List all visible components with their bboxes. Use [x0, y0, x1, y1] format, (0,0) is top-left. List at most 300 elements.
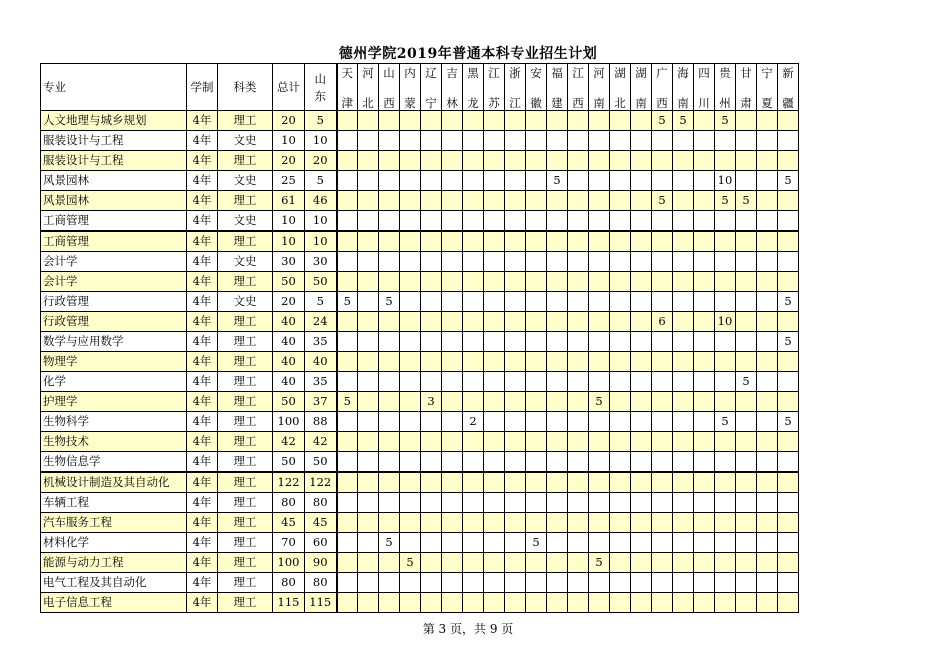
table-row [41, 272, 799, 292]
province-cell [736, 111, 757, 131]
major-cell: 会计学 [41, 252, 187, 272]
province-cell [400, 231, 421, 252]
province-cell [484, 292, 505, 312]
province-cell [442, 211, 463, 232]
province-cell [673, 372, 694, 392]
header-province-char: 浙 [509, 65, 521, 80]
province-cell: 5 [715, 191, 736, 211]
province-cell [547, 412, 568, 432]
province-cell [778, 513, 799, 533]
category-cell: 文史 [218, 292, 273, 312]
shandong-cell: 50 [305, 452, 337, 473]
major-cell: 风景园林 [41, 191, 187, 211]
province-cell: 5 [778, 332, 799, 352]
province-cell [778, 593, 799, 613]
province-cell [715, 151, 736, 171]
province-cell [421, 452, 442, 473]
shandong-cell: 88 [305, 412, 337, 432]
province-cell [484, 352, 505, 372]
province-cell [526, 493, 547, 513]
header-province-char: 贵 [719, 65, 731, 80]
province-cell [673, 252, 694, 272]
province-cell [358, 252, 379, 272]
province-cell [673, 452, 694, 473]
province-cell [505, 452, 526, 473]
total-cell: 25 [273, 171, 305, 191]
province-cell [694, 151, 715, 171]
header-province-char: 湖 [635, 65, 647, 80]
duration-cell: 4年 [187, 171, 218, 191]
province-cell [610, 352, 631, 372]
province-cell [778, 191, 799, 211]
province-cell [652, 452, 673, 473]
province-cell [484, 573, 505, 593]
province-cell [400, 252, 421, 272]
province-cell [484, 412, 505, 432]
province-cell [337, 332, 358, 352]
province-cell [400, 432, 421, 452]
province-cell [484, 211, 505, 232]
total-cell: 40 [273, 332, 305, 352]
header-province-char: 江 [488, 65, 500, 80]
province-cell [631, 171, 652, 191]
header-province-char: 蒙 [404, 95, 416, 110]
province-cell [652, 151, 673, 171]
province-cell [526, 472, 547, 493]
province-cell [568, 452, 589, 473]
province-cell [505, 292, 526, 312]
province-cell [484, 191, 505, 211]
province-cell [505, 131, 526, 151]
header-province-char: 肃 [740, 95, 752, 110]
province-cell [379, 513, 400, 533]
province-cell [568, 131, 589, 151]
header-province-char: 天 [341, 65, 353, 80]
province-cell [484, 372, 505, 392]
province-cell [463, 312, 484, 332]
major-cell: 电子信息工程 [41, 593, 187, 613]
province-cell [631, 513, 652, 533]
category-cell: 理工 [218, 493, 273, 513]
province-cell [442, 593, 463, 613]
province-cell [652, 472, 673, 493]
province-cell [631, 593, 652, 613]
province-cell [526, 312, 547, 332]
province-cell [652, 553, 673, 573]
province-cell [631, 412, 652, 432]
province-cell: 5 [379, 292, 400, 312]
province-cell [757, 553, 778, 573]
province-cell [736, 272, 757, 292]
province-cell [631, 372, 652, 392]
province-cell: 5 [652, 111, 673, 131]
header-province [484, 64, 505, 111]
province-cell [715, 573, 736, 593]
province-cell [505, 392, 526, 412]
total-cell: 10 [273, 231, 305, 252]
major-cell: 护理学 [41, 392, 187, 412]
province-cell [757, 131, 778, 151]
header-province [400, 64, 421, 111]
header-province-char: 内 [404, 65, 416, 80]
province-cell [757, 573, 778, 593]
province-cell [463, 472, 484, 493]
province-cell [631, 432, 652, 452]
header-province-char: 津 [341, 95, 353, 110]
province-cell [715, 332, 736, 352]
province-cell [736, 231, 757, 252]
total-cell: 45 [273, 513, 305, 533]
province-cell [694, 171, 715, 191]
total-cell: 40 [273, 372, 305, 392]
province-cell [568, 231, 589, 252]
province-cell [547, 272, 568, 292]
header-province-char: 北 [614, 95, 626, 110]
header-province [505, 64, 526, 111]
province-cell [736, 131, 757, 151]
province-cell [694, 272, 715, 292]
province-cell [652, 171, 673, 191]
duration-cell: 4年 [187, 452, 218, 473]
total-cell: 50 [273, 452, 305, 473]
province-cell [568, 372, 589, 392]
province-cell [673, 332, 694, 352]
province-cell [484, 312, 505, 332]
province-cell [547, 131, 568, 151]
header-province-char: 山 [383, 65, 395, 80]
province-cell [484, 392, 505, 412]
major-cell: 行政管理 [41, 312, 187, 332]
province-cell [337, 272, 358, 292]
header-province-char: 海 [677, 65, 689, 80]
total-cell: 42 [273, 432, 305, 452]
province-cell [400, 151, 421, 171]
province-cell [589, 452, 610, 473]
province-cell [505, 352, 526, 372]
province-cell [400, 352, 421, 372]
category-cell: 理工 [218, 372, 273, 392]
duration-cell: 4年 [187, 312, 218, 332]
major-cell: 生物技术 [41, 432, 187, 452]
province-cell [463, 171, 484, 191]
province-cell [421, 533, 442, 553]
province-cell [463, 292, 484, 312]
header-province-char: 新 [782, 65, 794, 80]
province-cell [421, 493, 442, 513]
header-province [547, 64, 568, 111]
total-cell: 50 [273, 392, 305, 412]
province-cell [442, 131, 463, 151]
table-row [41, 513, 799, 533]
header-province-char: 湖 [614, 65, 626, 80]
province-cell [715, 593, 736, 613]
province-cell [610, 272, 631, 292]
duration-cell: 4年 [187, 553, 218, 573]
province-cell [589, 252, 610, 272]
province-cell [547, 553, 568, 573]
province-cell [484, 452, 505, 473]
province-cell [757, 231, 778, 252]
table-row [41, 533, 799, 553]
header-province-char: 福 [551, 65, 563, 80]
total-cell: 100 [273, 412, 305, 432]
header-province [610, 64, 631, 111]
province-cell [526, 272, 547, 292]
province-cell [694, 553, 715, 573]
province-cell [463, 252, 484, 272]
province-cell [631, 332, 652, 352]
table-row [41, 231, 799, 252]
province-cell [526, 171, 547, 191]
province-cell [589, 372, 610, 392]
province-cell [505, 111, 526, 131]
province-cell [379, 352, 400, 372]
table-row [41, 372, 799, 392]
province-cell [400, 533, 421, 553]
header-province-char: 西 [572, 95, 584, 110]
province-cell [421, 312, 442, 332]
province-cell [610, 513, 631, 533]
total-cell: 10 [273, 131, 305, 151]
province-cell [589, 131, 610, 151]
province-cell [694, 372, 715, 392]
major-cell: 行政管理 [41, 292, 187, 312]
province-cell [400, 493, 421, 513]
header-province-char: 建 [551, 95, 563, 110]
header-shandong-char: 东 [314, 88, 326, 103]
province-cell [568, 211, 589, 232]
province-cell [505, 553, 526, 573]
table-row [41, 151, 799, 171]
province-cell [694, 252, 715, 272]
province-cell [673, 472, 694, 493]
header-province [736, 64, 757, 111]
province-cell [673, 513, 694, 533]
province-cell [673, 312, 694, 332]
province-cell [673, 573, 694, 593]
province-cell [610, 372, 631, 392]
province-cell [610, 553, 631, 573]
province-cell [379, 573, 400, 593]
province-cell [358, 513, 379, 533]
province-cell [421, 191, 442, 211]
province-cell [337, 472, 358, 493]
header-province [463, 64, 484, 111]
province-cell [673, 151, 694, 171]
province-cell [589, 151, 610, 171]
province-cell [484, 171, 505, 191]
header-category: 科类 [218, 64, 273, 111]
province-cell [715, 452, 736, 473]
category-cell: 理工 [218, 231, 273, 252]
shandong-cell: 5 [305, 171, 337, 191]
province-cell [694, 312, 715, 332]
province-cell [736, 292, 757, 312]
header-province-char: 西 [383, 95, 395, 110]
province-cell [673, 211, 694, 232]
province-cell: 10 [715, 312, 736, 332]
province-cell [379, 151, 400, 171]
province-cell [736, 151, 757, 171]
duration-cell: 4年 [187, 252, 218, 272]
province-cell [757, 312, 778, 332]
header-province-char: 吉 [446, 65, 458, 80]
header-province [715, 64, 736, 111]
header-province-char: 南 [593, 95, 605, 110]
province-cell [547, 151, 568, 171]
category-cell: 理工 [218, 352, 273, 372]
province-cell [715, 352, 736, 372]
header-province-char: 西 [656, 95, 668, 110]
province-cell [778, 252, 799, 272]
category-cell: 理工 [218, 312, 273, 332]
province-cell [463, 372, 484, 392]
province-cell [589, 231, 610, 252]
province-cell [778, 452, 799, 473]
table-row [41, 332, 799, 352]
province-cell [442, 272, 463, 292]
header-province-char: 河 [593, 65, 605, 80]
province-cell [652, 352, 673, 372]
province-cell [757, 372, 778, 392]
province-cell [631, 292, 652, 312]
province-cell [757, 432, 778, 452]
shandong-cell: 10 [305, 131, 337, 151]
province-cell [610, 151, 631, 171]
duration-cell: 4年 [187, 131, 218, 151]
major-cell: 汽车服务工程 [41, 513, 187, 533]
province-cell [358, 412, 379, 432]
province-cell [631, 472, 652, 493]
province-cell: 2 [463, 412, 484, 432]
province-cell [736, 252, 757, 272]
province-cell [631, 111, 652, 131]
province-cell [610, 432, 631, 452]
province-cell [589, 272, 610, 292]
province-cell [631, 493, 652, 513]
province-cell [484, 533, 505, 553]
province-cell [505, 191, 526, 211]
province-cell [778, 131, 799, 151]
province-cell [673, 412, 694, 432]
province-cell [358, 593, 379, 613]
shandong-cell: 50 [305, 272, 337, 292]
category-cell: 理工 [218, 513, 273, 533]
province-cell [337, 211, 358, 232]
province-cell [484, 252, 505, 272]
total-cell: 70 [273, 533, 305, 553]
category-cell: 理工 [218, 151, 273, 171]
province-cell [757, 513, 778, 533]
province-cell [442, 533, 463, 553]
province-cell [694, 211, 715, 232]
province-cell [547, 372, 568, 392]
province-cell [358, 352, 379, 372]
province-cell [442, 493, 463, 513]
province-cell [337, 372, 358, 392]
province-cell [610, 472, 631, 493]
province-cell [337, 432, 358, 452]
table-row [41, 493, 799, 513]
table-row [41, 432, 799, 452]
province-cell [463, 211, 484, 232]
province-cell [757, 352, 778, 372]
province-cell [442, 332, 463, 352]
province-cell [379, 432, 400, 452]
province-cell [610, 292, 631, 312]
province-cell [589, 593, 610, 613]
province-cell [484, 332, 505, 352]
province-cell [652, 513, 673, 533]
province-cell [715, 493, 736, 513]
province-cell [400, 412, 421, 432]
province-cell [337, 131, 358, 151]
province-cell: 5 [778, 171, 799, 191]
province-cell [400, 211, 421, 232]
province-cell [400, 191, 421, 211]
province-cell [778, 111, 799, 131]
province-cell [694, 452, 715, 473]
province-cell [715, 472, 736, 493]
header-province [757, 64, 778, 111]
province-cell [631, 533, 652, 553]
province-cell [568, 553, 589, 573]
province-cell [568, 151, 589, 171]
province-cell [505, 372, 526, 392]
province-cell [379, 252, 400, 272]
enrollment-plan-table [40, 63, 799, 613]
header-province-char: 南 [635, 95, 647, 110]
province-cell [463, 513, 484, 533]
province-cell [358, 292, 379, 312]
province-cell [715, 292, 736, 312]
province-cell [568, 513, 589, 533]
category-cell: 理工 [218, 272, 273, 292]
province-cell [526, 412, 547, 432]
shandong-cell: 20 [305, 151, 337, 171]
province-cell [757, 452, 778, 473]
province-cell [694, 332, 715, 352]
province-cell [694, 392, 715, 412]
province-cell [547, 332, 568, 352]
province-cell [337, 593, 358, 613]
province-cell [715, 231, 736, 252]
province-cell [400, 472, 421, 493]
duration-cell: 4年 [187, 372, 218, 392]
province-cell [379, 452, 400, 473]
province-cell [589, 472, 610, 493]
province-cell [442, 352, 463, 372]
province-cell [568, 472, 589, 493]
province-cell: 3 [421, 392, 442, 412]
province-cell [547, 352, 568, 372]
province-cell [568, 171, 589, 191]
total-cell: 20 [273, 151, 305, 171]
table-row [41, 553, 799, 573]
province-cell [505, 493, 526, 513]
province-cell [610, 211, 631, 232]
header-province [589, 64, 610, 111]
province-cell [652, 593, 673, 613]
province-cell [505, 412, 526, 432]
category-cell: 理工 [218, 111, 273, 131]
total-cell: 40 [273, 352, 305, 372]
category-cell: 理工 [218, 332, 273, 352]
province-cell [631, 392, 652, 412]
province-cell [442, 412, 463, 432]
province-cell [358, 372, 379, 392]
province-cell [421, 111, 442, 131]
